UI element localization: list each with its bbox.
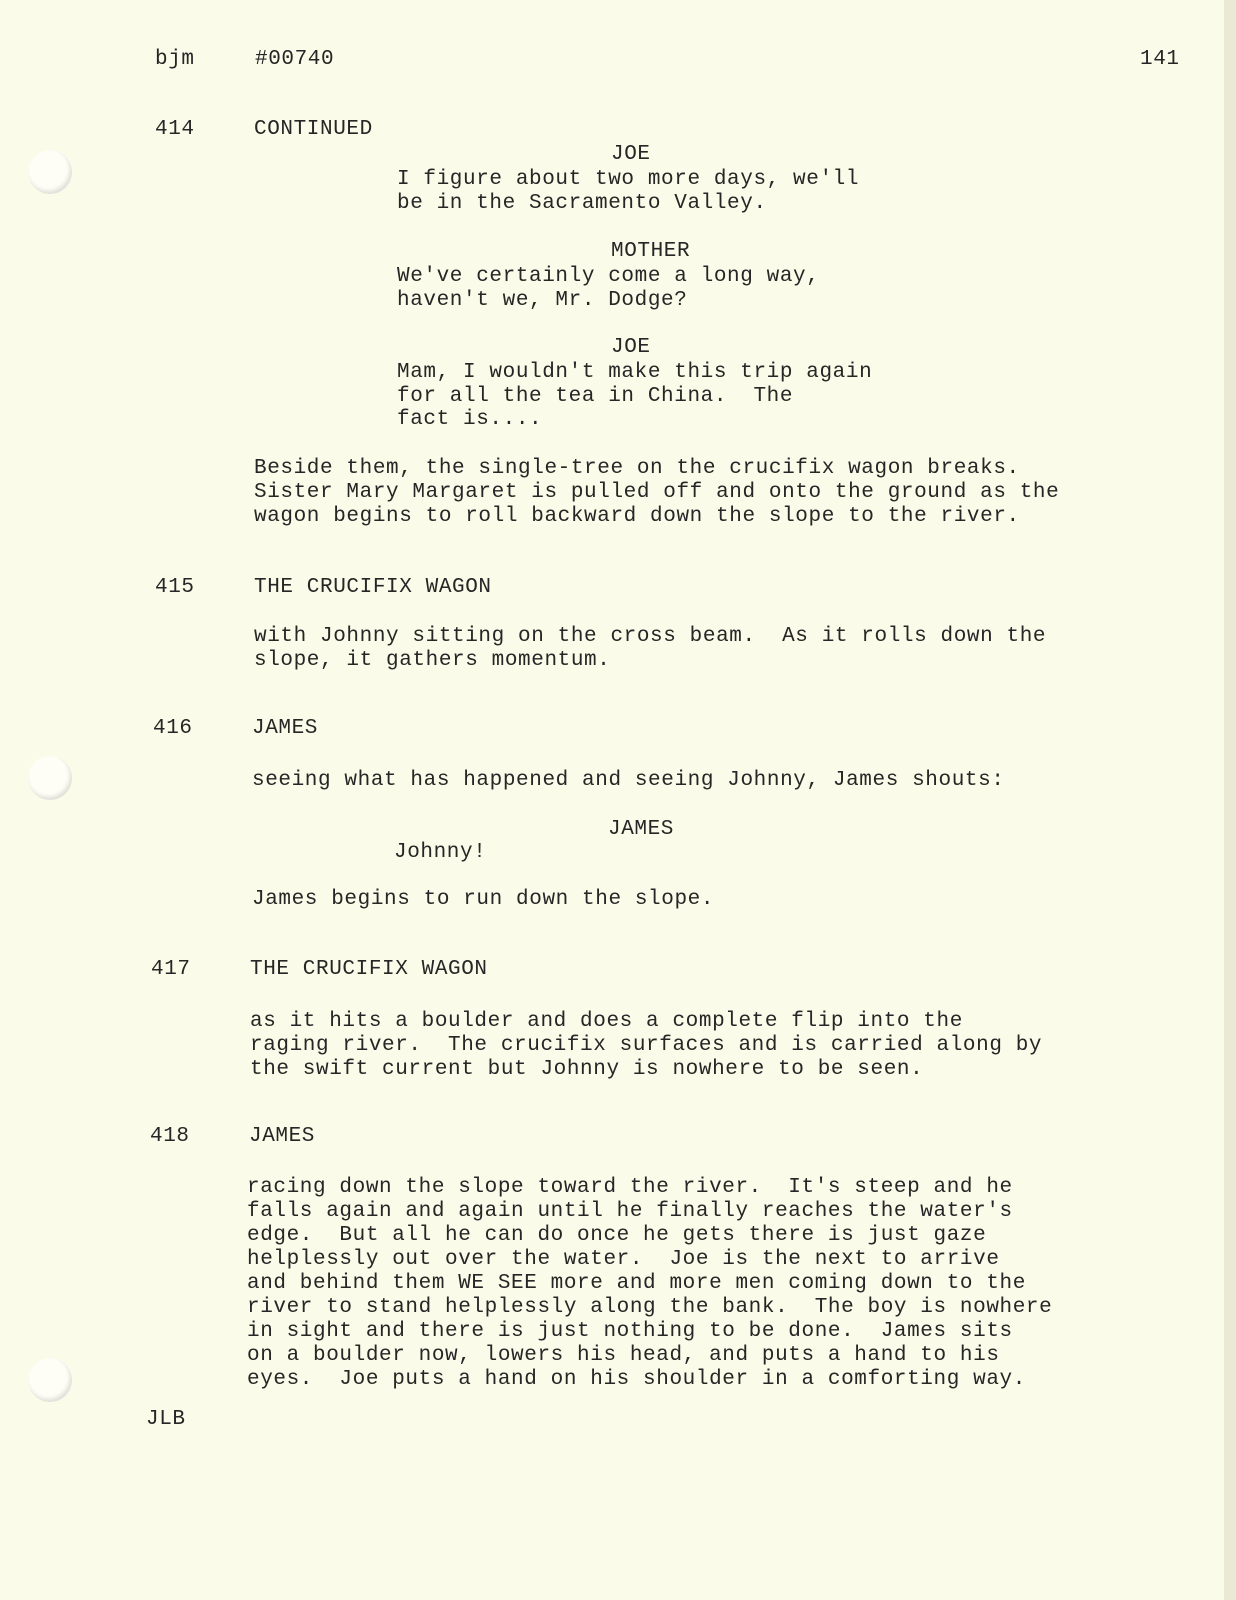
script-number: #00740	[255, 48, 335, 71]
action-line: with Johnny sitting on the cross beam. As it rolls down the	[254, 625, 1047, 648]
action-line: Sister Mary Margaret is pulled off and onto the ground as the	[254, 481, 1060, 504]
dialogue-line: We've certainly come a long way,	[397, 265, 820, 288]
action-line: and behind them WE SEE more and more men coming down to the	[247, 1272, 1026, 1295]
dialogue-line: I figure about two more days, we'll	[397, 168, 860, 191]
scene-heading: THE CRUCIFIX WAGON	[254, 576, 492, 599]
action-line: slope, it gathers momentum.	[254, 649, 611, 672]
character-name: JOE	[611, 143, 651, 166]
footer-initials: JLB	[146, 1408, 186, 1431]
action-line: helplessly out over the water. Joe is the next to arrive	[247, 1248, 1000, 1271]
character-name: MOTHER	[611, 240, 691, 263]
dialogue-line: be in the Sacramento Valley.	[397, 192, 767, 215]
character-name: JAMES	[608, 818, 675, 841]
action-line: eyes. Joe puts a hand on his shoulder in a comforting way.	[247, 1368, 1026, 1391]
dialogue-line: Johnny!	[394, 841, 487, 864]
action-line: falls again and again until he finally reaches the water's	[247, 1200, 1013, 1223]
action-line: raging river. The crucifix surfaces and is carried along by	[250, 1034, 1043, 1057]
binder-hole	[28, 756, 72, 800]
page-edge	[1224, 0, 1236, 1600]
action-line: edge. But all he can do once he gets there is just gaze	[247, 1224, 987, 1247]
scene-heading: JAMES	[252, 717, 319, 740]
typist-initials: bjm	[155, 48, 195, 71]
action-line: on a boulder now, lowers his head, and puts a hand to his	[247, 1344, 1000, 1367]
action-line: seeing what has happened and seeing Johnny, James shouts:	[252, 769, 1005, 792]
scene-heading: CONTINUED	[254, 118, 373, 141]
dialogue-line: fact is....	[397, 408, 543, 431]
scene-number: 417	[151, 958, 191, 981]
scene-heading: JAMES	[249, 1125, 316, 1148]
scene-number: 415	[155, 576, 195, 599]
action-line: river to stand helplessly along the bank. The boy is nowhere	[247, 1296, 1053, 1319]
action-line: Beside them, the single-tree on the crucifix wagon breaks.	[254, 457, 1020, 480]
binder-hole	[28, 150, 72, 194]
scene-number: 418	[150, 1125, 190, 1148]
scene-number: 414	[155, 118, 195, 141]
page-number: 141	[1140, 48, 1180, 71]
scene-heading: THE CRUCIFIX WAGON	[250, 958, 488, 981]
action-line: as it hits a boulder and does a complete flip into the	[250, 1010, 963, 1033]
action-line: the swift current but Johnny is nowhere to be seen.	[250, 1058, 924, 1081]
scene-number: 416	[153, 717, 193, 740]
dialogue-line: Mam, I wouldn't make this trip again	[397, 361, 873, 384]
dialogue-line: for all the tea in China. The	[397, 385, 794, 408]
dialogue-line: haven't we, Mr. Dodge?	[397, 289, 688, 312]
character-name: JOE	[611, 336, 651, 359]
action-line: in sight and there is just nothing to be done. James sits	[247, 1320, 1013, 1343]
binder-hole	[28, 1358, 72, 1402]
action-line: racing down the slope toward the river. It's steep and he	[247, 1176, 1013, 1199]
action-line: wagon begins to roll backward down the slope to the river.	[254, 505, 1020, 528]
action-line: James begins to run down the slope.	[252, 888, 715, 911]
